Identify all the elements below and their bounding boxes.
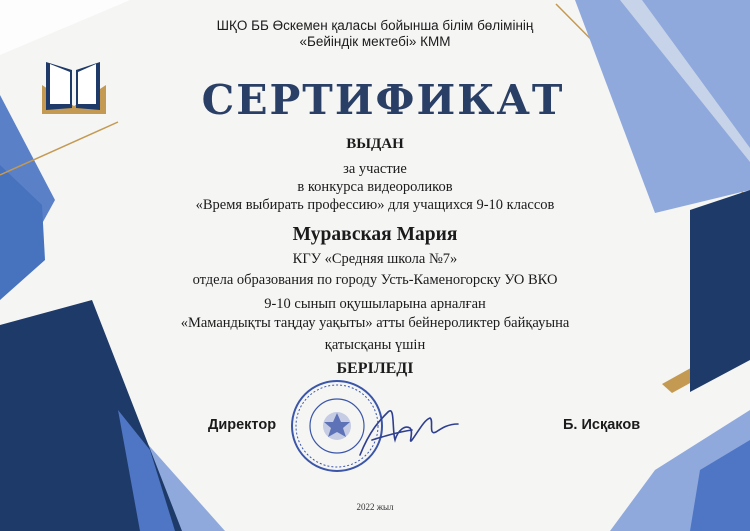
recipient-school: КГУ «Средняя школа №7»	[292, 251, 458, 267]
official-seal	[292, 381, 382, 471]
signature-role: Директор	[208, 417, 277, 433]
organization-line-1: ШҚО ББ Өскемен қаласы бойынша білім бөлімінің	[216, 18, 534, 33]
kz-line-3: қатысқаны үшін	[324, 337, 426, 353]
kz-line-2: «Мамандықты таңдау уақыты» атты бейнероликтер байқауына	[180, 315, 570, 331]
issued-label: ВЫДАН	[346, 136, 404, 152]
recipient-name: Муравская Мария	[292, 224, 458, 245]
certificate-title: СЕРТИФИКАТ	[201, 76, 565, 124]
signature-name: Б. Исқаков	[563, 417, 641, 433]
issued-kz-label: БЕРІЛЕДІ	[336, 360, 414, 377]
organization-line-2: «Бейіндік мектебі» КММ	[299, 34, 451, 49]
participation-line-1: за участие	[343, 161, 407, 177]
participation-line-2: в конкурса видеороликов	[297, 179, 453, 195]
participation-line-3: «Время выбирать профессию» для учащихся 9-10 классов	[195, 197, 555, 213]
recipient-department: отдела образования по городу Усть-Каменогорску УО ВКО	[192, 272, 558, 288]
kz-line-1: 9-10 сынып оқушыларына арналған	[264, 296, 486, 312]
certificate-year: 2022 жыл	[356, 502, 394, 512]
signature-scribble	[360, 411, 458, 455]
